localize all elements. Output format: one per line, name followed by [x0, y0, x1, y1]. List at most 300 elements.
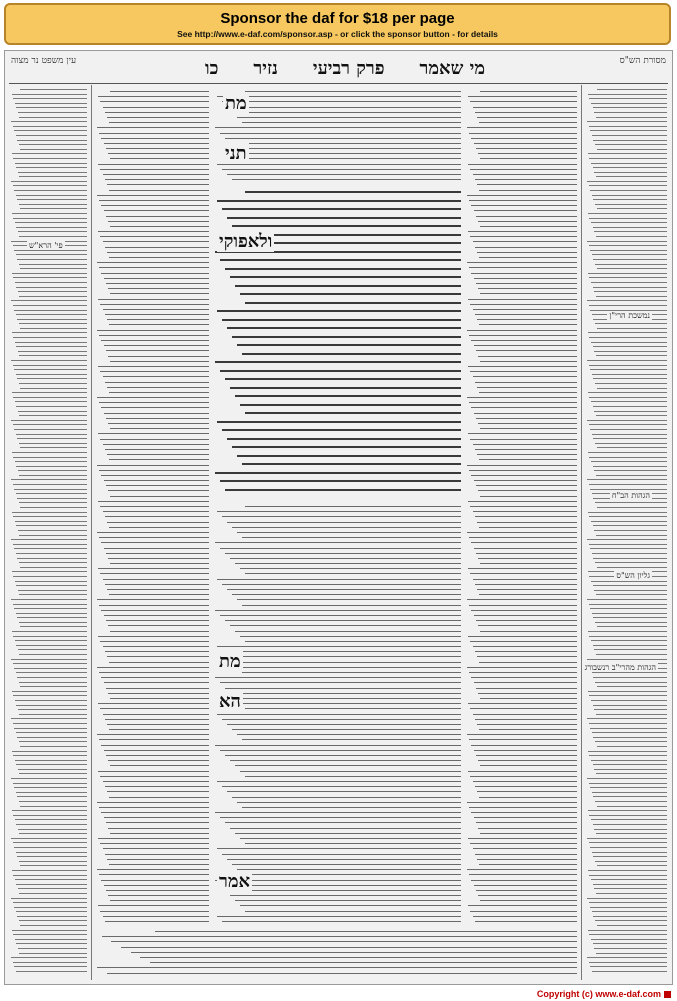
- text-line: [109, 729, 209, 730]
- text-line: [220, 480, 461, 482]
- text-line: [592, 254, 667, 255]
- text-line: [110, 765, 209, 766]
- text-line: [587, 718, 667, 719]
- text-line: [222, 169, 461, 170]
- right-margin-column: [587, 89, 667, 979]
- text-line: [479, 662, 577, 663]
- text-line: [19, 236, 87, 237]
- text-line: [232, 594, 461, 595]
- text-line: [593, 856, 667, 857]
- text-line: [225, 268, 461, 270]
- text-line: [230, 625, 461, 626]
- text-line: [19, 176, 87, 177]
- text-line: [479, 324, 577, 325]
- text-line: [232, 225, 461, 227]
- text-line: [588, 452, 667, 453]
- text-line: [97, 869, 209, 870]
- text-line: [15, 222, 87, 223]
- text-line: [589, 783, 667, 784]
- text-line: [100, 708, 209, 709]
- text-line: [16, 613, 87, 614]
- text-line: [470, 169, 577, 170]
- text-line: [596, 117, 667, 118]
- text-line: [479, 392, 577, 393]
- text-line: [587, 659, 667, 660]
- text-line: [232, 179, 461, 180]
- text-line: [16, 314, 87, 315]
- text-line: [18, 709, 87, 710]
- text-line: [471, 273, 577, 274]
- text-line: [101, 205, 209, 206]
- text-line: [475, 786, 577, 787]
- text-line: [591, 760, 667, 761]
- text-line: [15, 581, 87, 582]
- text-line: [14, 190, 87, 191]
- text-line: [227, 327, 461, 329]
- text-line: [101, 745, 209, 746]
- text-line: [237, 455, 461, 457]
- text-line: [220, 259, 461, 261]
- text-line: [479, 594, 577, 595]
- text-line: [108, 423, 209, 424]
- text-line: [593, 585, 667, 586]
- text-line: [19, 355, 87, 356]
- text-line: [594, 112, 667, 113]
- sponsor-title[interactable]: Sponsor the daf for $18 per page: [220, 10, 455, 27]
- text-line: [13, 663, 87, 664]
- text-line: [11, 898, 87, 899]
- text-line: [589, 604, 667, 605]
- text-line: [13, 544, 87, 545]
- text-line: [13, 604, 87, 605]
- text-line: [103, 916, 209, 917]
- text-line: [593, 438, 667, 439]
- text-line: [14, 130, 87, 131]
- text-line: [107, 387, 209, 388]
- commentary-lower-block: [215, 506, 461, 931]
- text-line: [13, 755, 87, 756]
- text-line: [594, 411, 667, 412]
- text-line: [99, 133, 209, 134]
- text-line: [103, 646, 209, 647]
- text-line: [594, 172, 667, 173]
- text-line: [220, 615, 461, 616]
- text-line: [594, 351, 667, 352]
- text-line: [476, 890, 577, 891]
- text-line: [232, 527, 461, 528]
- text-line: [110, 428, 209, 429]
- text-line: [592, 792, 667, 793]
- text-line: [477, 387, 577, 388]
- text-line: [596, 475, 667, 476]
- text-line: [474, 682, 577, 683]
- text-line: [592, 135, 667, 136]
- text-line: [225, 138, 461, 139]
- text-line: [592, 195, 667, 196]
- text-line: [16, 466, 87, 467]
- text-line: [478, 221, 577, 222]
- text-line: [222, 854, 461, 855]
- text-line: [20, 806, 87, 807]
- text-line: [592, 434, 667, 435]
- text-line: [220, 548, 461, 549]
- text-line: [475, 516, 577, 517]
- text-line: [590, 548, 667, 549]
- text-line: [17, 378, 87, 379]
- text-line: [593, 943, 667, 944]
- text-line: [471, 812, 577, 813]
- text-line: [17, 140, 87, 141]
- text-line: [109, 864, 209, 865]
- page-header: [205, 55, 485, 81]
- text-line: [103, 714, 209, 715]
- text-line: [105, 921, 209, 922]
- text-line: [230, 693, 461, 694]
- margin-label-2: הגהות הב"ח: [611, 491, 650, 500]
- text-line: [477, 589, 577, 590]
- text-line: [104, 885, 209, 886]
- text-line: [589, 457, 667, 458]
- text-line: [467, 532, 577, 533]
- commentary-bottom-block: [97, 931, 577, 979]
- text-line: [479, 122, 577, 123]
- text-line: [217, 421, 461, 423]
- text-line: [593, 227, 667, 228]
- text-line: [594, 709, 667, 710]
- text-line: [14, 728, 87, 729]
- text-line: [468, 703, 577, 704]
- text-line: [597, 865, 667, 866]
- text-line: [101, 138, 209, 139]
- text-line: [99, 537, 209, 538]
- text-line: [595, 622, 667, 623]
- text-line: [587, 360, 667, 361]
- text-line: [597, 567, 667, 568]
- text-line: [471, 407, 577, 408]
- text-line: [467, 127, 577, 128]
- text-line: [245, 843, 461, 844]
- text-line: [222, 921, 461, 922]
- text-line: [588, 332, 667, 333]
- text-line: [240, 153, 461, 154]
- link-icon: [664, 991, 671, 998]
- text-line: [473, 646, 578, 647]
- text-line: [468, 299, 577, 300]
- text-line: [593, 378, 667, 379]
- text-line: [476, 148, 577, 149]
- text-line: [587, 420, 667, 421]
- text-line: [592, 911, 667, 912]
- text-line: [16, 824, 87, 825]
- text-line: [16, 167, 87, 168]
- text-line: [245, 302, 461, 304]
- text-line: [12, 930, 87, 931]
- text-line: [104, 210, 209, 211]
- text-line: [475, 247, 577, 248]
- text-line: [473, 781, 578, 782]
- text-line: [109, 257, 209, 258]
- text-line: [478, 895, 577, 896]
- text-line: [111, 941, 577, 942]
- text-line: [107, 319, 209, 320]
- text-line: [105, 112, 209, 113]
- text-line: [479, 797, 577, 798]
- text-line: [13, 576, 87, 577]
- text-line: [155, 931, 577, 932]
- text-line: [19, 535, 87, 536]
- text-line: [100, 371, 209, 372]
- text-line: [215, 812, 461, 813]
- text-line: [476, 350, 577, 351]
- text-line: [242, 242, 461, 244]
- text-line: [469, 402, 577, 403]
- text-line: [474, 750, 577, 751]
- text-line: [107, 724, 209, 725]
- text-line: [222, 786, 461, 787]
- text-line: [480, 361, 577, 362]
- text-line: [478, 356, 577, 357]
- text-line: [101, 475, 209, 476]
- text-line: [467, 262, 577, 263]
- text-line: [474, 345, 577, 346]
- text-line: [98, 636, 209, 637]
- text-line: [476, 418, 577, 419]
- text-line: [478, 558, 577, 559]
- text-line: [596, 594, 667, 595]
- text-line: [14, 489, 87, 490]
- text-line: [230, 895, 461, 896]
- text-line: [14, 548, 87, 549]
- text-line: [13, 636, 87, 637]
- text-line: [14, 429, 87, 430]
- text-line: [16, 884, 87, 885]
- copyright-footer[interactable]: [537, 989, 671, 999]
- text-line: [109, 122, 209, 123]
- text-line: [109, 459, 209, 460]
- text-line: [477, 117, 577, 118]
- text-line: [220, 370, 461, 372]
- text-line: [107, 184, 209, 185]
- text-line: [18, 231, 87, 232]
- text-line: [100, 573, 209, 574]
- text-line: [590, 787, 667, 788]
- text-line: [477, 859, 577, 860]
- text-line: [217, 96, 461, 97]
- sponsor-subtitle[interactable]: See http://www.e-daf.com/sponsor.asp - or click the sponsor button - for details: [177, 29, 498, 39]
- text-line: [109, 527, 209, 528]
- text-line: [98, 568, 209, 569]
- text-line: [101, 610, 209, 611]
- text-line: [480, 293, 577, 294]
- text-line: [110, 900, 209, 901]
- text-line: [479, 459, 577, 460]
- text-line: [222, 208, 461, 210]
- text-line: [217, 646, 461, 647]
- text-line: [594, 291, 667, 292]
- text-line: [591, 282, 667, 283]
- text-line: [18, 829, 87, 830]
- text-line: [105, 179, 209, 180]
- text-line: [232, 446, 461, 448]
- text-line: [12, 213, 87, 214]
- text-line: [99, 267, 209, 268]
- text-line: [473, 848, 578, 849]
- text-line: [20, 686, 87, 687]
- text-line: [594, 829, 667, 830]
- text-line: [11, 778, 87, 779]
- section-word-4: מת: [219, 651, 241, 672]
- text-line: [594, 530, 667, 531]
- text-line: [475, 449, 577, 450]
- text-line: [589, 218, 667, 219]
- text-line: [227, 859, 461, 860]
- text-line: [225, 822, 461, 823]
- text-line: [99, 874, 209, 875]
- commentary-upper-block: [215, 91, 461, 187]
- text-line: [235, 900, 461, 901]
- text-line: [232, 112, 461, 113]
- text-line: [595, 502, 667, 503]
- text-line: [589, 544, 667, 545]
- text-line: [237, 869, 461, 870]
- text-line: [470, 708, 577, 709]
- text-line: [591, 461, 667, 462]
- text-line: [17, 737, 87, 738]
- text-line: [242, 605, 461, 606]
- text-line: [597, 208, 667, 209]
- text-line: [227, 589, 461, 590]
- text-line: [103, 848, 209, 849]
- text-line: [104, 143, 209, 144]
- text-line: [478, 490, 577, 491]
- text-line: [470, 506, 577, 507]
- text-line: [593, 796, 667, 797]
- text-line: [14, 907, 87, 908]
- text-line: [471, 610, 577, 611]
- text-line: [105, 786, 209, 787]
- text-line: [588, 691, 667, 692]
- text-line: [590, 966, 667, 967]
- text-line: [475, 314, 577, 315]
- text-line: [591, 700, 667, 701]
- text-line: [591, 401, 667, 402]
- text-line: [237, 734, 461, 735]
- text-line: [217, 781, 461, 782]
- text-line: [474, 278, 577, 279]
- text-line: [16, 943, 87, 944]
- sponsor-banner[interactable]: [4, 3, 671, 45]
- text-line: [480, 226, 577, 227]
- text-line: [468, 231, 577, 232]
- text-line: [217, 511, 461, 512]
- text-line: [100, 776, 209, 777]
- text-line: [19, 622, 87, 623]
- text-line: [237, 599, 461, 600]
- text-line: [235, 148, 461, 149]
- text-line: [104, 548, 209, 549]
- text-line: [475, 584, 577, 585]
- text-line: [597, 925, 667, 926]
- text-line: [103, 376, 209, 377]
- text-line: [16, 585, 87, 586]
- text-line: [18, 172, 87, 173]
- text-line: [12, 631, 87, 632]
- text-line: [104, 615, 209, 616]
- text-line: [110, 698, 209, 699]
- text-line: [596, 953, 667, 954]
- text-line: [100, 439, 209, 440]
- text-line: [106, 822, 209, 823]
- text-line: [19, 296, 87, 297]
- text-line: [596, 773, 667, 774]
- text-line: [480, 563, 577, 564]
- text-line: [596, 176, 667, 177]
- text-line: [11, 360, 87, 361]
- text-line: [105, 516, 209, 517]
- text-line: [12, 571, 87, 572]
- text-line: [100, 843, 209, 844]
- text-line: [469, 672, 577, 673]
- text-line: [587, 838, 667, 839]
- text-line: [222, 719, 461, 720]
- text-line: [591, 879, 667, 880]
- text-line: [12, 153, 87, 154]
- text-line: [20, 208, 87, 209]
- text-line: [222, 319, 461, 321]
- text-line: [597, 149, 667, 150]
- text-line: [220, 885, 461, 886]
- copyright-text[interactable]: Copyright (c) www.e-daf.com: [536, 989, 661, 999]
- text-line: [593, 406, 667, 407]
- text-line: [593, 466, 667, 467]
- text-line: [597, 686, 667, 687]
- text-line: [235, 563, 461, 564]
- text-line: [230, 387, 461, 389]
- right-header-label: מסורת הש"ס: [619, 56, 666, 66]
- text-line: [13, 457, 87, 458]
- text-line: [13, 158, 87, 159]
- margin-label-1: נמשכת הרי"ן: [609, 311, 650, 320]
- text-line: [217, 310, 461, 312]
- text-line: [15, 879, 87, 880]
- text-line: [473, 511, 578, 512]
- text-line: [593, 558, 667, 559]
- text-line: [103, 241, 209, 242]
- text-line: [110, 833, 209, 834]
- text-line: [104, 413, 209, 414]
- text-line: [589, 158, 667, 159]
- text-line: [106, 890, 209, 891]
- text-line: [596, 833, 667, 834]
- text-line: [467, 667, 577, 668]
- text-line: [473, 107, 578, 108]
- text-line: [479, 729, 577, 730]
- text-line: [105, 314, 209, 315]
- text-line: [469, 807, 577, 808]
- text-line: [240, 838, 461, 839]
- text-line: [591, 819, 667, 820]
- text-line: [106, 216, 209, 217]
- text-line: [108, 895, 209, 896]
- text-line: [110, 361, 209, 362]
- text-line: [20, 149, 87, 150]
- text-line: [470, 371, 577, 372]
- text-line: [471, 677, 577, 678]
- section-word-5: הא: [219, 691, 241, 712]
- text-line: [106, 755, 209, 756]
- rashi-column: [467, 91, 577, 931]
- text-line: [99, 200, 209, 201]
